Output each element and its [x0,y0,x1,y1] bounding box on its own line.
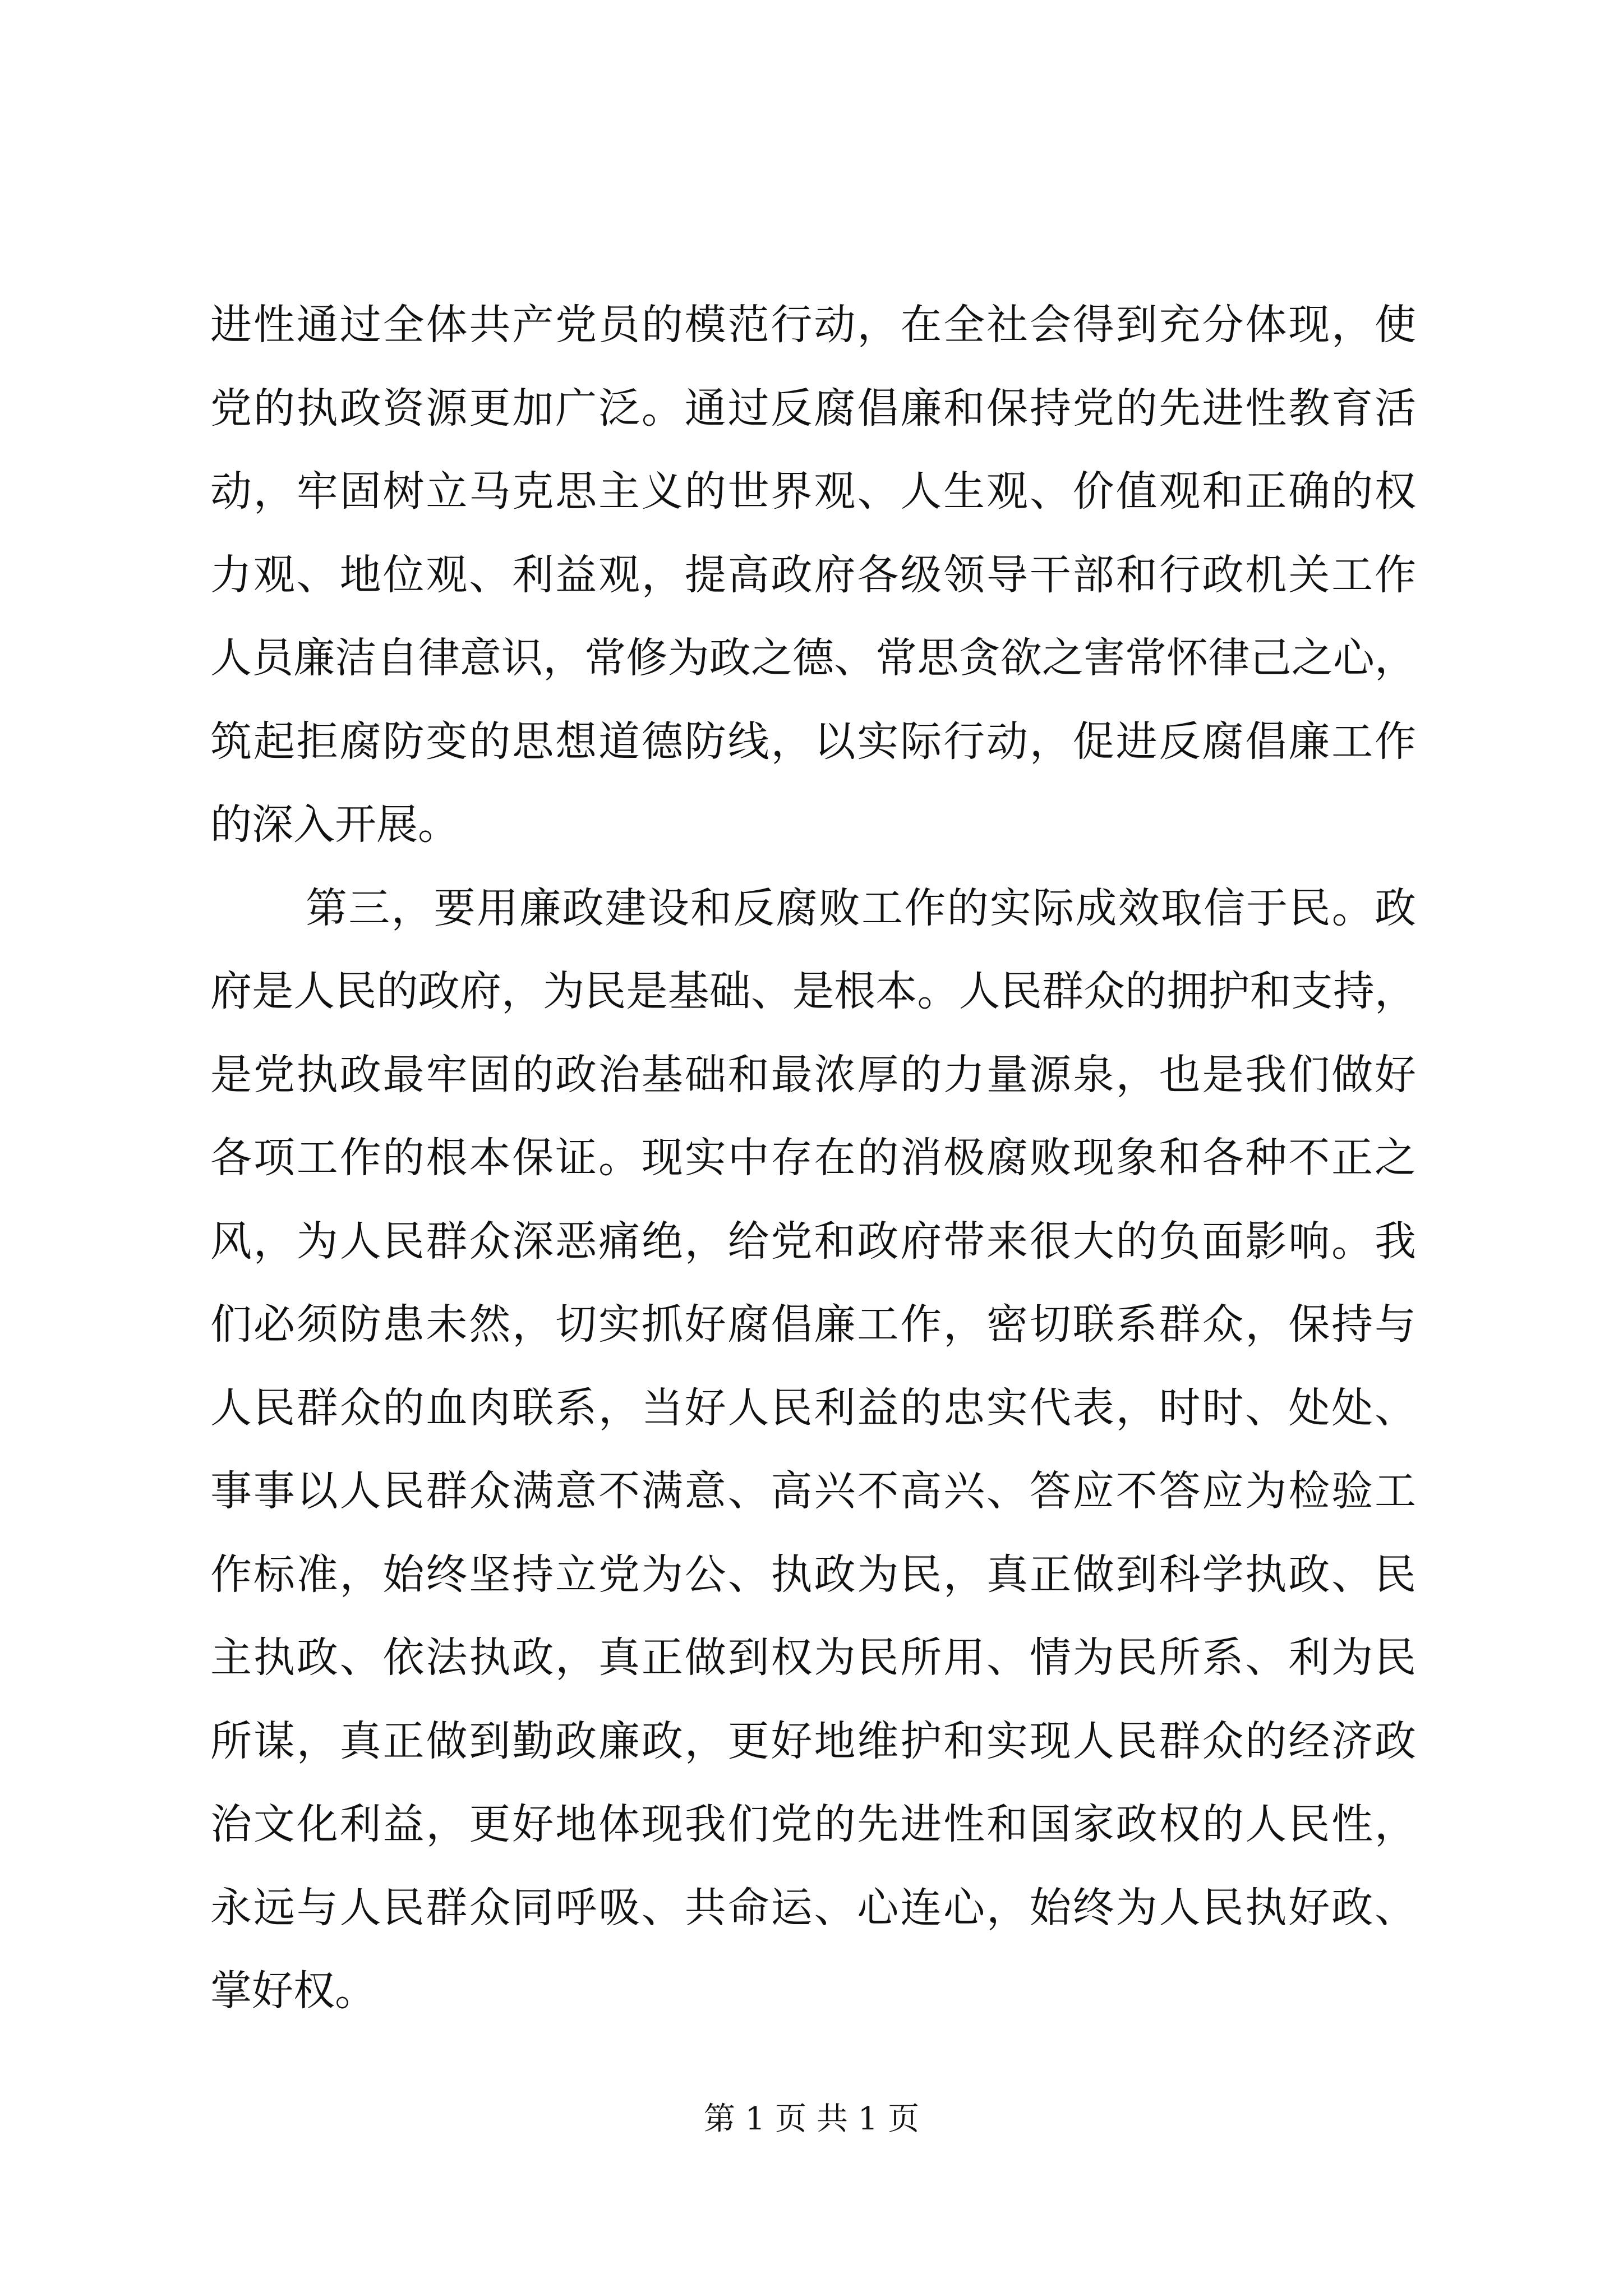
text-line: 掌好权。 [210,1967,376,2015]
text-line: 的深入开展。 [210,800,459,849]
text-line: 筑起拒腐防变的思想道德防线，以实际行动，促进反腐倡廉工作 [210,717,1416,766]
text-line: 进性通过全体共产党员的模范行动，在全社会得到充分体现，使 [210,301,1416,349]
text-line: 党的执政资源更加广泛。通过反腐倡廉和保持党的先进性教育活 [210,384,1416,432]
text-line: 事事以人民群众满意不满意、高兴不高兴、答应不答应为检验工 [210,1467,1416,1515]
text-line: 风，为人民群众深恶痛绝，给党和政府带来很大的负面影响。我 [210,1217,1416,1266]
text-line: 所谋，真正做到勤政廉政，更好地维护和实现人民群众的经济政 [210,1717,1416,1765]
text-line: 治文化利益，更好地体现我们党的先进性和国家政权的人民性， [210,1800,1416,1848]
text-line: 各项工作的根本保证。现实中存在的消极腐败现象和各种不正之 [210,1134,1416,1182]
text-line: 人员廉洁自律意识，常修为政之德、常思贪欲之害常怀律己之心， [210,634,1416,682]
text-line: 动，牢固树立马克思主义的世界观、人生观、价值观和正确的权 [210,467,1416,516]
text-line: 力观、地位观、利益观，提高政府各级领导干部和行政机关工作 [210,550,1416,599]
page-footer [0,2097,1623,2142]
paragraph-first-line: 第三，要用廉政建设和反腐败工作的实际成效取信于民。政 [306,884,1416,932]
text-line: 作标准，始终坚持立党为公、执政为民，真正做到科学执政、民 [210,1550,1416,1599]
text-line: 府是人民的政府，为民是基础、是根本。人民群众的拥护和支持， [210,967,1416,1015]
page-number: 第 1 页 共 1 页 [703,2101,920,2137]
text-line: 主执政、依法执政，真正做到权为民所用、情为民所系、利为民 [210,1634,1416,1682]
text-line: 们必须防患未然，切实抓好腐倡廉工作，密切联系群众，保持与 [210,1300,1416,1349]
text-line: 人民群众的血肉联系，当好人民利益的忠实代表，时时、处处、 [210,1383,1416,1432]
text-line: 永远与人民群众同呼吸、共命运、心连心，始终为人民执好政、 [210,1883,1416,1932]
text-line: 是党执政最牢固的政治基础和最浓厚的力量源泉，也是我们做好 [210,1050,1416,1099]
body-text [210,283,1416,2033]
